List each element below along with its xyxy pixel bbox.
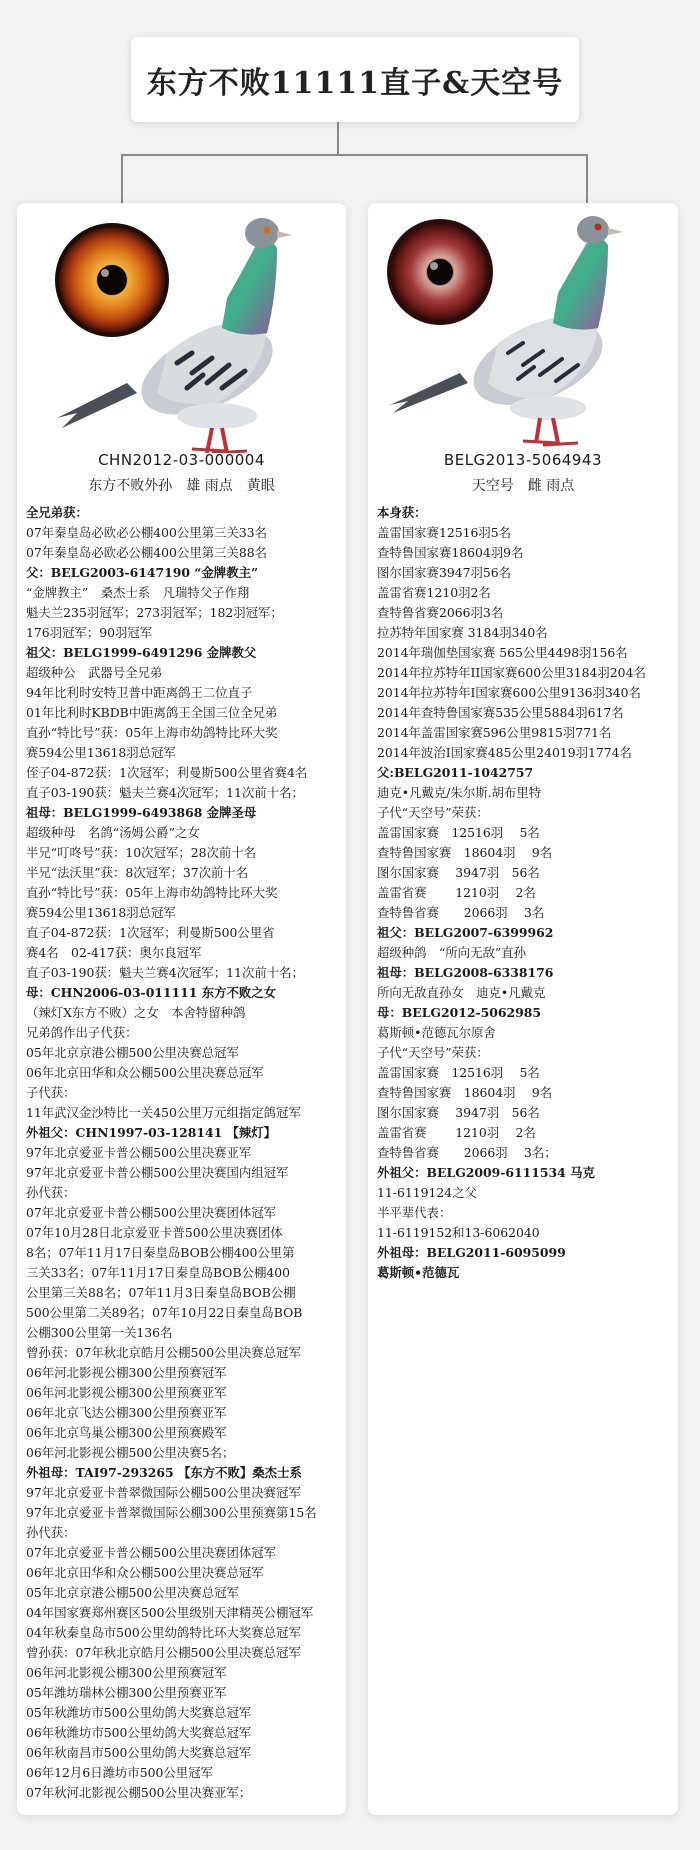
- pedigree-line: 11-6119124之父: [377, 1185, 477, 1200]
- pedigree-line: 05年潍坊瑞林公棚300公里预赛亚军: [26, 1685, 227, 1700]
- pedigree-line: 迪克•凡戴克/朱尔斯.胡布里特: [377, 785, 542, 800]
- pedigree-line: 05年北京京港公棚500公里决赛总冠军: [26, 1045, 239, 1060]
- pedigree-line: 06年秋南昌市500公里幼鸽大奖赛总冠军: [26, 1745, 252, 1760]
- pedigree-line: 赛594公里13618羽总冠军: [26, 905, 176, 920]
- pedigree-line: 查特鲁国家赛 18604羽 9名: [377, 1085, 553, 1100]
- pedigree-line: 侄子04-872获：1次冠军；利曼斯500公里省赛4名: [26, 765, 308, 780]
- pedigree-line: 2014年波治I国家赛485公里24019羽1774名: [377, 745, 632, 760]
- pedigree-line: 超级种鸽 “所向无敌”直孙: [377, 945, 526, 960]
- pedigree-line: 2014年拉苏特年II国家赛600公里3184羽204名: [377, 665, 646, 680]
- pedigree-line: 07年秦皇岛必欧必公棚400公里第三关88名: [26, 545, 268, 560]
- pedigree-line: 葛斯顿•范德瓦尔原舍: [377, 1025, 496, 1040]
- pedigree-line: 公棚300公里第一关136名: [26, 1325, 173, 1340]
- pedigree-heading: 全兄弟获：: [26, 505, 88, 520]
- pedigree-line: 盖雷国家赛 12516羽 5名: [377, 825, 540, 840]
- connector-horizontal: [121, 154, 587, 156]
- pedigree-line: 07年秦皇岛必欧必公棚400公里第三关33名: [26, 525, 268, 540]
- pedigree-line: 子代“天空号”荣获：: [377, 1045, 489, 1060]
- pedigree-heading: 外祖母：TAI97-293265 【东方不败】桑杰士系: [26, 1465, 302, 1480]
- pedigree-line: 半兄“法沃里”获：8次冠军；37次前十名: [26, 865, 249, 880]
- pedigree-line: 查特鲁省赛 2066羽 3名: [377, 905, 545, 920]
- pedigree-line: 06年12月6日潍坊市500公里冠军: [26, 1765, 213, 1780]
- pedigree-line: 盖雷省赛1210羽2名: [377, 585, 491, 600]
- pedigree-line: 直子03-190获：魁夫兰赛4次冠军；11次前十名；: [26, 965, 304, 980]
- pedigree-heading: 父：BELG2003-6147190 “金牌教主”: [26, 565, 259, 580]
- pedigree-line: 图尔国家赛 3947羽 56名: [377, 1105, 540, 1120]
- pedigree-line: 盖雷国家赛 12516羽 5名: [377, 1065, 540, 1080]
- pedigree-line: 11年武汉金沙特比一关450公里万元组指定鸽冠军: [26, 1105, 301, 1120]
- pedigree-line: 07年秋河北影视公棚500公里决赛亚军；: [26, 1785, 252, 1800]
- pedigree-line: 06年秋潍坊市500公里幼鸽大奖赛总冠军: [26, 1725, 252, 1740]
- pedigree-line: 2014年拉苏特年I国家赛600公里9136羽340名: [377, 685, 641, 700]
- pedigree-line: 05年北京京港公棚500公里决赛总冠军: [26, 1585, 239, 1600]
- pedigree-line: 500公里第二关89名；07年10月22日秦皇岛BOB: [26, 1305, 303, 1320]
- dam-card: [368, 203, 678, 1815]
- pedigree-line: 所向无敌直孙女 迪克•凡戴克: [377, 985, 546, 1000]
- pedigree-line: 图尔国家赛3947羽56名: [377, 565, 512, 580]
- pedigree-line: 曾孙获：07年秋北京皓月公棚500公里决赛总冠军: [26, 1645, 301, 1660]
- pedigree-line: 盖雷省赛 1210羽 2名: [377, 1125, 536, 1140]
- pedigree-line: 赛594公里13618羽总冠军: [26, 745, 176, 760]
- pedigree-line: 直孙“特比号”获：05年上海市幼鸽特比环大奖: [26, 885, 278, 900]
- pedigree-line: 8名；07年11月17日秦皇岛BOB公棚400公里第: [26, 1245, 295, 1260]
- pedigree-heading: 外祖父：BELG2009-6111534 马克: [377, 1165, 595, 1180]
- pedigree-line: 半平辈代表：: [377, 1205, 452, 1220]
- pedigree-line: 超级种母 名鸽“汤姆公爵”之女: [26, 825, 200, 840]
- pedigree-line: 2014年查特鲁国家赛535公里5884羽617名: [377, 705, 624, 720]
- pedigree-line: 06年河北影视公棚300公里预赛亚军: [26, 1385, 227, 1400]
- pedigree-line: 04年国家赛郑州赛区500公里级别天津精英公棚冠军: [26, 1605, 314, 1620]
- pedigree-line: 魁夫兰235羽冠军；273羽冠军；182羽冠军；: [26, 605, 283, 620]
- pedigree-line: 05年秋潍坊市500公里幼鸽大奖赛总冠军: [26, 1705, 252, 1720]
- pedigree-line: 06年河北影视公棚300公里预赛冠军: [26, 1365, 227, 1380]
- pedigree-line: 查特鲁省赛 2066羽 3名；: [377, 1145, 557, 1160]
- pedigree-line: 赛4名 02-417获：奥尔良冠军: [26, 945, 202, 960]
- pedigree-line: 06年北京鸟巢公棚300公里预赛殿军: [26, 1425, 227, 1440]
- dam-photo: [368, 203, 678, 453]
- sire-ring-id: CHN2012-03-000004: [98, 451, 265, 469]
- eye-icon: [55, 223, 169, 337]
- pedigree-line: 2014年盖雷国家赛596公里9815羽771名: [377, 725, 612, 740]
- pedigree-line: 07年10月28日北京爱亚卡普500公里决赛团体: [26, 1225, 283, 1240]
- connector-right-drop: [586, 154, 588, 204]
- pedigree-heading: 母：CHN2006-03-011111 东方不败之女: [26, 985, 277, 1000]
- pedigree-line: 97年北京爱亚卡普公棚500公里决赛国内组冠军: [26, 1165, 289, 1180]
- pedigree-line: 直孙“特比号”获：05年上海市幼鸽特比环大奖: [26, 725, 278, 740]
- pedigree-heading: 祖父：BELG2007-6399962: [377, 925, 554, 940]
- pedigree-line: （辣灯X东方不败）之女 本舍特留种鸽: [26, 1005, 246, 1020]
- dam-ring-id: BELG2013-5064943: [443, 451, 603, 469]
- pedigree-line: 孙代获：: [26, 1185, 76, 1200]
- pedigree-heading: 祖父：BELG1999-6491296 金牌教父: [26, 645, 257, 660]
- pedigree-line: 97年北京爱亚卡普翠微国际公棚500公里决赛冠军: [26, 1485, 301, 1500]
- pedigree-line: 06年河北影视公棚300公里预赛冠军: [26, 1665, 227, 1680]
- pedigree-line: 子代“天空号”荣获：: [377, 805, 489, 820]
- pedigree-line: 拉苏特年国家赛 3184羽340名: [377, 625, 548, 640]
- pedigree-line: 兄弟鸽作出子代获：: [26, 1025, 138, 1040]
- pedigree-line: 子代获：: [26, 1085, 76, 1100]
- pedigree-line: 查特鲁国家赛18604羽9名: [377, 545, 524, 560]
- pedigree-line: 超级种公 武器号全兄弟: [26, 665, 163, 680]
- connector-vertical: [337, 122, 339, 155]
- pedigree-line: 半兄“叮咚号”获：10次冠军；28次前十名: [26, 845, 257, 860]
- sire-pedigree: [26, 503, 340, 1803]
- pedigree-line: 06年北京飞达公棚300公里预赛亚军: [26, 1405, 227, 1420]
- pedigree-heading: 父:BELG2011-1042757: [377, 765, 534, 780]
- pedigree-line: 曾孙获：07年秋北京皓月公棚500公里决赛总冠军: [26, 1345, 301, 1360]
- pedigree-line: 直子03-190获：魁夫兰赛4次冠军；11次前十名；: [26, 785, 304, 800]
- pedigree-line: 01年比利时KBDB中距离鸽王全国三位全兄弟: [26, 705, 278, 720]
- sire-photo: [17, 203, 346, 453]
- pedigree-heading: 母：BELG2012-5062985: [377, 1005, 541, 1020]
- pedigree-line: 04年秋秦皇岛市500公里幼鸽特比环大奖赛总冠军: [26, 1625, 301, 1640]
- sire-card: [17, 203, 346, 1815]
- connector-left-drop: [121, 154, 123, 204]
- pedigree-line: 三关33名；07年11月17日秦皇岛BOB公棚400: [26, 1265, 291, 1280]
- pedigree-line: 06年河北影视公棚500公里决赛5名；: [26, 1445, 235, 1460]
- pedigree-line: 97年北京爱亚卡普公棚500公里决赛亚军: [26, 1145, 252, 1160]
- pedigree-line: “金牌教主” 桑杰士系 凡瑞特父子作翔: [26, 585, 250, 600]
- pedigree-line: 直子04-872获：1次冠军；利曼斯500公里省: [26, 925, 275, 940]
- pedigree-line: 06年北京田华和众公棚500公里决赛总冠军: [26, 1565, 264, 1580]
- pedigree-heading: 祖母：BELG1999-6493868 金牌圣母: [26, 805, 257, 820]
- pedigree-line: 97年北京爱亚卡普翠微国际公棚300公里预赛第15名: [26, 1505, 317, 1520]
- pedigree-heading: 祖母：BELG2008-6338176: [377, 965, 554, 980]
- pedigree-line: 07年北京爱亚卡普公棚500公里决赛团体冠军: [26, 1205, 277, 1220]
- dam-pedigree: [377, 503, 672, 1283]
- pedigree-line: 176羽冠军；90羽冠军: [26, 625, 153, 640]
- pedigree-line: 查特鲁省赛2066羽3名: [377, 605, 504, 620]
- pedigree-line: 公里第三关88名；07年11月3日秦皇岛BOB公棚: [26, 1285, 296, 1300]
- pedigree-line: 11-6119152和13-6062040: [377, 1225, 540, 1240]
- pedigree-line: 孙代获：: [26, 1525, 76, 1540]
- pedigree-line: 06年北京田华和众公棚500公里决赛总冠军: [26, 1065, 264, 1080]
- pedigree-line: 盖雷省赛 1210羽 2名: [377, 885, 536, 900]
- pedigree-heading: 本身获：: [377, 505, 427, 520]
- pedigree-line: 07年北京爱亚卡普公棚500公里决赛团体冠军: [26, 1545, 277, 1560]
- page-title: 东方不败11111直子&天空号: [131, 37, 579, 122]
- pedigree-line: 查特鲁国家赛 18604羽 9名: [377, 845, 553, 860]
- pedigree-line: 图尔国家赛 3947羽 56名: [377, 865, 540, 880]
- pedigree-line: 2014年瑞伽垫国家赛 565公里4498羽156名: [377, 645, 628, 660]
- eye-icon: [387, 219, 493, 325]
- sire-description: 东方不败外孙 雄 雨点 黄眼: [88, 478, 275, 494]
- pedigree-line: 盖雷国家赛12516羽5名: [377, 525, 512, 540]
- pedigree-line: 94年比利时安特卫普中距离鸽王二位直子: [26, 685, 253, 700]
- dam-description: 天空号 雌 雨点: [471, 478, 575, 494]
- pedigree-heading: 外祖母：BELG2011-6095099: [377, 1245, 566, 1260]
- pedigree-heading: 外祖父：CHN1997-03-128141 【辣灯】: [26, 1125, 277, 1140]
- pedigree-heading: 葛斯顿•范德瓦: [377, 1265, 460, 1280]
